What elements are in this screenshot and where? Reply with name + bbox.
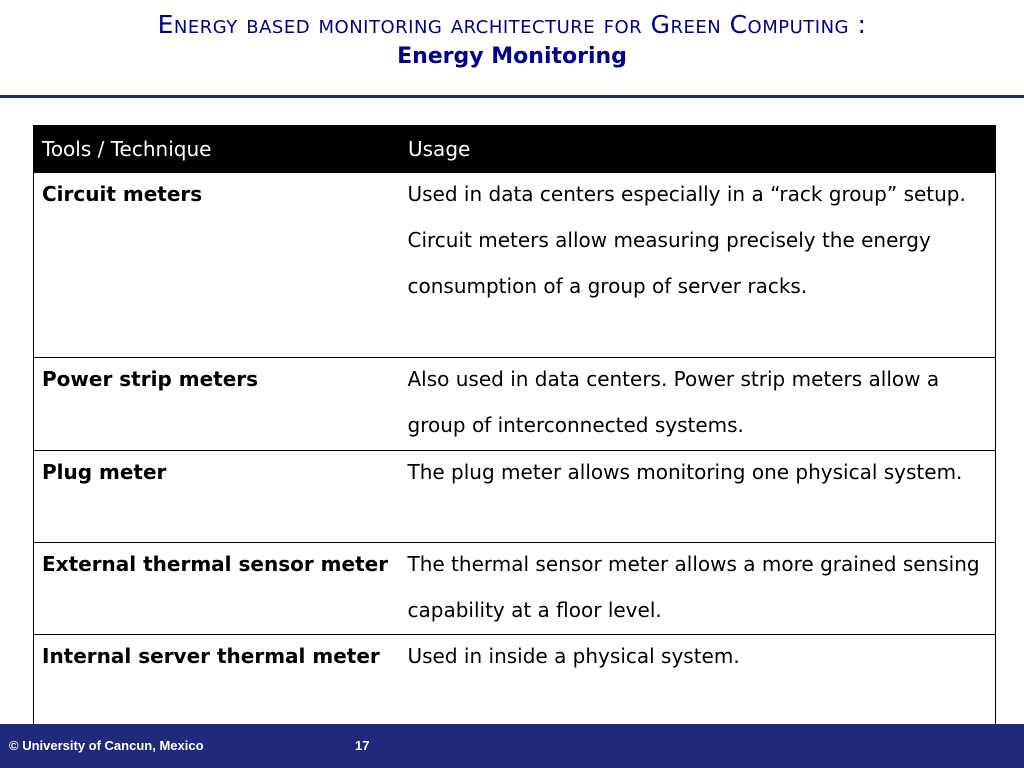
table-header-row bbox=[34, 126, 996, 173]
tool-name: Power strip meters bbox=[42, 367, 259, 391]
column-header-usage: Usage bbox=[400, 126, 996, 173]
tool-name: Circuit meters bbox=[42, 182, 203, 206]
tool-usage: The plug meter allows monitoring one physical system. bbox=[407, 460, 963, 484]
title-block bbox=[0, 0, 1024, 72]
footer-bar bbox=[0, 724, 1024, 768]
tools-table bbox=[33, 125, 996, 726]
tool-usage: Used in inside a physical system. bbox=[407, 644, 740, 668]
tool-usage: The thermal sensor meter allows a more grained sensing capability at a floor level. bbox=[407, 552, 980, 622]
table-cell-tool bbox=[34, 635, 400, 726]
table-row bbox=[34, 358, 996, 451]
column-header-tools: Tools / Technique bbox=[34, 126, 400, 173]
footer-copyright: © University of Cancun, Mexico bbox=[9, 738, 204, 753]
table-cell-usage bbox=[400, 358, 996, 451]
table-cell-usage bbox=[400, 543, 996, 635]
table-cell-tool bbox=[34, 358, 400, 451]
tool-name: Internal server thermal meter bbox=[42, 644, 380, 668]
tool-usage: Also used in data centers. Power strip meters allow a group of interconnected systems. bbox=[407, 367, 940, 437]
table-cell-usage bbox=[400, 635, 996, 726]
table-row bbox=[34, 543, 996, 635]
tool-usage: Used in data centers especially in a “rack group” setup. Circuit meters allow measuring precisely the energy consumption of a group of server racks. bbox=[407, 182, 966, 298]
table-cell-usage bbox=[400, 173, 996, 358]
slide-title: Energy based monitoring architecture for Green Computing : bbox=[157, 10, 867, 39]
title-divider bbox=[0, 95, 1024, 98]
slide-subtitle: Energy Monitoring bbox=[397, 44, 627, 69]
tool-name: External thermal sensor meter bbox=[42, 552, 389, 576]
table-row bbox=[34, 173, 996, 358]
table-cell-tool bbox=[34, 451, 400, 543]
table-row bbox=[34, 451, 996, 543]
table-cell-tool bbox=[34, 173, 400, 358]
table-cell-usage bbox=[400, 451, 996, 543]
page-number: 17 bbox=[355, 738, 370, 753]
table-row bbox=[34, 635, 996, 726]
table-cell-tool bbox=[34, 543, 400, 635]
tool-name: Plug meter bbox=[42, 460, 167, 484]
